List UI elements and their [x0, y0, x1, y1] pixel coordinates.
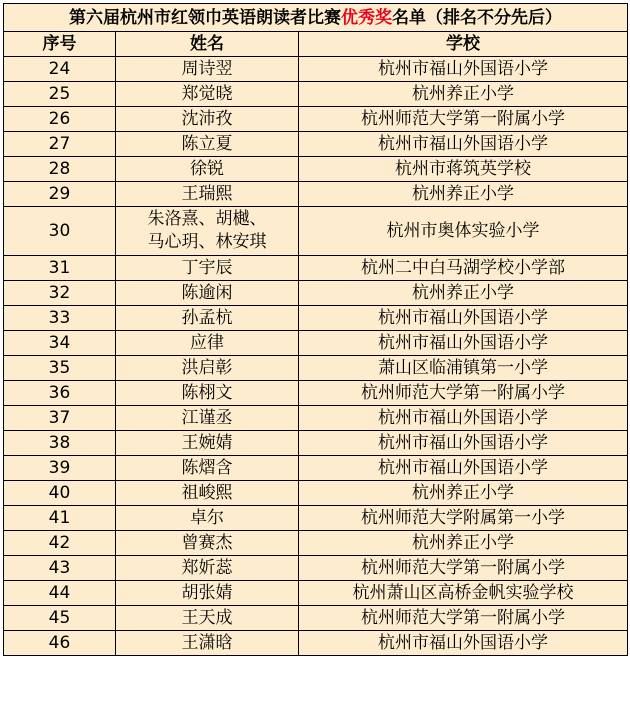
- row-name: 江谨丞: [116, 406, 299, 431]
- row-number: 39: [4, 456, 116, 481]
- row-number: 40: [4, 481, 116, 506]
- row-name: 曾赛杰: [116, 531, 299, 556]
- row-name: 王瑞熙: [116, 182, 299, 207]
- table-row: [4, 506, 628, 531]
- row-school: 杭州市福山外国语小学: [299, 406, 628, 431]
- row-name: 沈沛孜: [116, 107, 299, 132]
- row-number: 46: [4, 631, 116, 656]
- row-number: 33: [4, 306, 116, 331]
- row-number: 35: [4, 356, 116, 381]
- row-name: 祖峻熙: [116, 481, 299, 506]
- row-number: 29: [4, 182, 116, 207]
- row-name: 陈逾闲: [116, 281, 299, 306]
- row-name: 郑妡蕊: [116, 556, 299, 581]
- table-row: [4, 381, 628, 406]
- row-school: 杭州师范大学第一附属小学: [299, 381, 628, 406]
- row-number: 24: [4, 57, 116, 82]
- row-school: 杭州师范大学第一附属小学: [299, 107, 628, 132]
- table-row: [4, 356, 628, 381]
- table-row: [4, 306, 628, 331]
- table-row: [4, 406, 628, 431]
- row-number: 28: [4, 157, 116, 182]
- row-name: [116, 207, 299, 256]
- row-number: 26: [4, 107, 116, 132]
- title-suffix: 名单（排名不分先后）: [392, 7, 563, 28]
- row-school: 杭州师范大学第一附属小学: [299, 556, 628, 581]
- row-name: 王婉婧: [116, 431, 299, 456]
- row-school: 杭州养正小学: [299, 481, 628, 506]
- table-row: [4, 431, 628, 456]
- row-name-line: 朱洛熹、胡樾、: [147, 209, 267, 229]
- row-number: 32: [4, 281, 116, 306]
- row-school: 萧山区临浦镇第一小学: [299, 356, 628, 381]
- row-number: 42: [4, 531, 116, 556]
- table-row: [4, 481, 628, 506]
- row-number: 25: [4, 82, 116, 107]
- row-name: 陈立夏: [116, 132, 299, 157]
- row-name: 卓尔: [116, 506, 299, 531]
- table-row: [4, 606, 628, 631]
- row-school: 杭州市福山外国语小学: [299, 57, 628, 82]
- row-number: 44: [4, 581, 116, 606]
- row-school: 杭州养正小学: [299, 182, 628, 207]
- table-row: [4, 281, 628, 306]
- table-row: [4, 631, 628, 656]
- row-school: 杭州市奥体实验小学: [299, 207, 628, 256]
- row-school: 杭州养正小学: [299, 82, 628, 107]
- table-row: [4, 456, 628, 481]
- table-row: [4, 331, 628, 356]
- row-number: 34: [4, 331, 116, 356]
- header-number: 序号: [4, 32, 116, 57]
- row-school: 杭州养正小学: [299, 531, 628, 556]
- title-highlight: 优秀奖: [341, 7, 393, 28]
- row-name: 陈熠含: [116, 456, 299, 481]
- row-number: 31: [4, 256, 116, 281]
- row-name: 周诗翌: [116, 57, 299, 82]
- row-number: 41: [4, 506, 116, 531]
- row-name: 洪启彰: [116, 356, 299, 381]
- header-name: 姓名: [116, 32, 299, 57]
- table-row: [4, 207, 628, 256]
- table-row: [4, 57, 628, 82]
- row-number: 27: [4, 132, 116, 157]
- title-prefix: 第六届杭州市红领巾英语朗读者比赛: [69, 7, 342, 28]
- row-school: 杭州市福山外国语小学: [299, 331, 628, 356]
- table-row: [4, 132, 628, 157]
- row-number: 30: [4, 207, 116, 256]
- row-school: 杭州市福山外国语小学: [299, 132, 628, 157]
- row-name: 应律: [116, 331, 299, 356]
- row-school: 杭州市福山外国语小学: [299, 456, 628, 481]
- row-number: 36: [4, 381, 116, 406]
- row-school: 杭州市福山外国语小学: [299, 631, 628, 656]
- row-number: 38: [4, 431, 116, 456]
- row-number: 45: [4, 606, 116, 631]
- header-school: 学校: [299, 32, 628, 57]
- row-name: 王天成: [116, 606, 299, 631]
- row-school: 杭州师范大学附属第一小学: [299, 506, 628, 531]
- row-name: 郑觉晓: [116, 82, 299, 107]
- table-row: [4, 581, 628, 606]
- table-title: [4, 4, 628, 32]
- row-name: 陈栩文: [116, 381, 299, 406]
- table-row: [4, 82, 628, 107]
- row-school: 杭州市福山外国语小学: [299, 306, 628, 331]
- table-row: [4, 531, 628, 556]
- table-row: [4, 182, 628, 207]
- row-school: 杭州养正小学: [299, 281, 628, 306]
- row-school: 杭州市福山外国语小学: [299, 431, 628, 456]
- table-row: [4, 107, 628, 132]
- row-name: 王潇晗: [116, 631, 299, 656]
- row-number: 43: [4, 556, 116, 581]
- row-name: 丁宇辰: [116, 256, 299, 281]
- row-school: 杭州市蒋筑英学校: [299, 157, 628, 182]
- row-name-line: 马心玥、林安琪: [147, 232, 267, 252]
- row-school: 杭州师范大学第一附属小学: [299, 606, 628, 631]
- table-row: [4, 556, 628, 581]
- row-name: 徐锐: [116, 157, 299, 182]
- row-school: 杭州萧山区高桥金帆实验学校: [299, 581, 628, 606]
- table-row: [4, 256, 628, 281]
- awards-table: [3, 3, 628, 656]
- row-number: 37: [4, 406, 116, 431]
- row-school: 杭州二中白马湖学校小学部: [299, 256, 628, 281]
- table-row: [4, 157, 628, 182]
- header-row: [4, 32, 628, 57]
- row-name: 胡张婧: [116, 581, 299, 606]
- row-name: 孙孟杭: [116, 306, 299, 331]
